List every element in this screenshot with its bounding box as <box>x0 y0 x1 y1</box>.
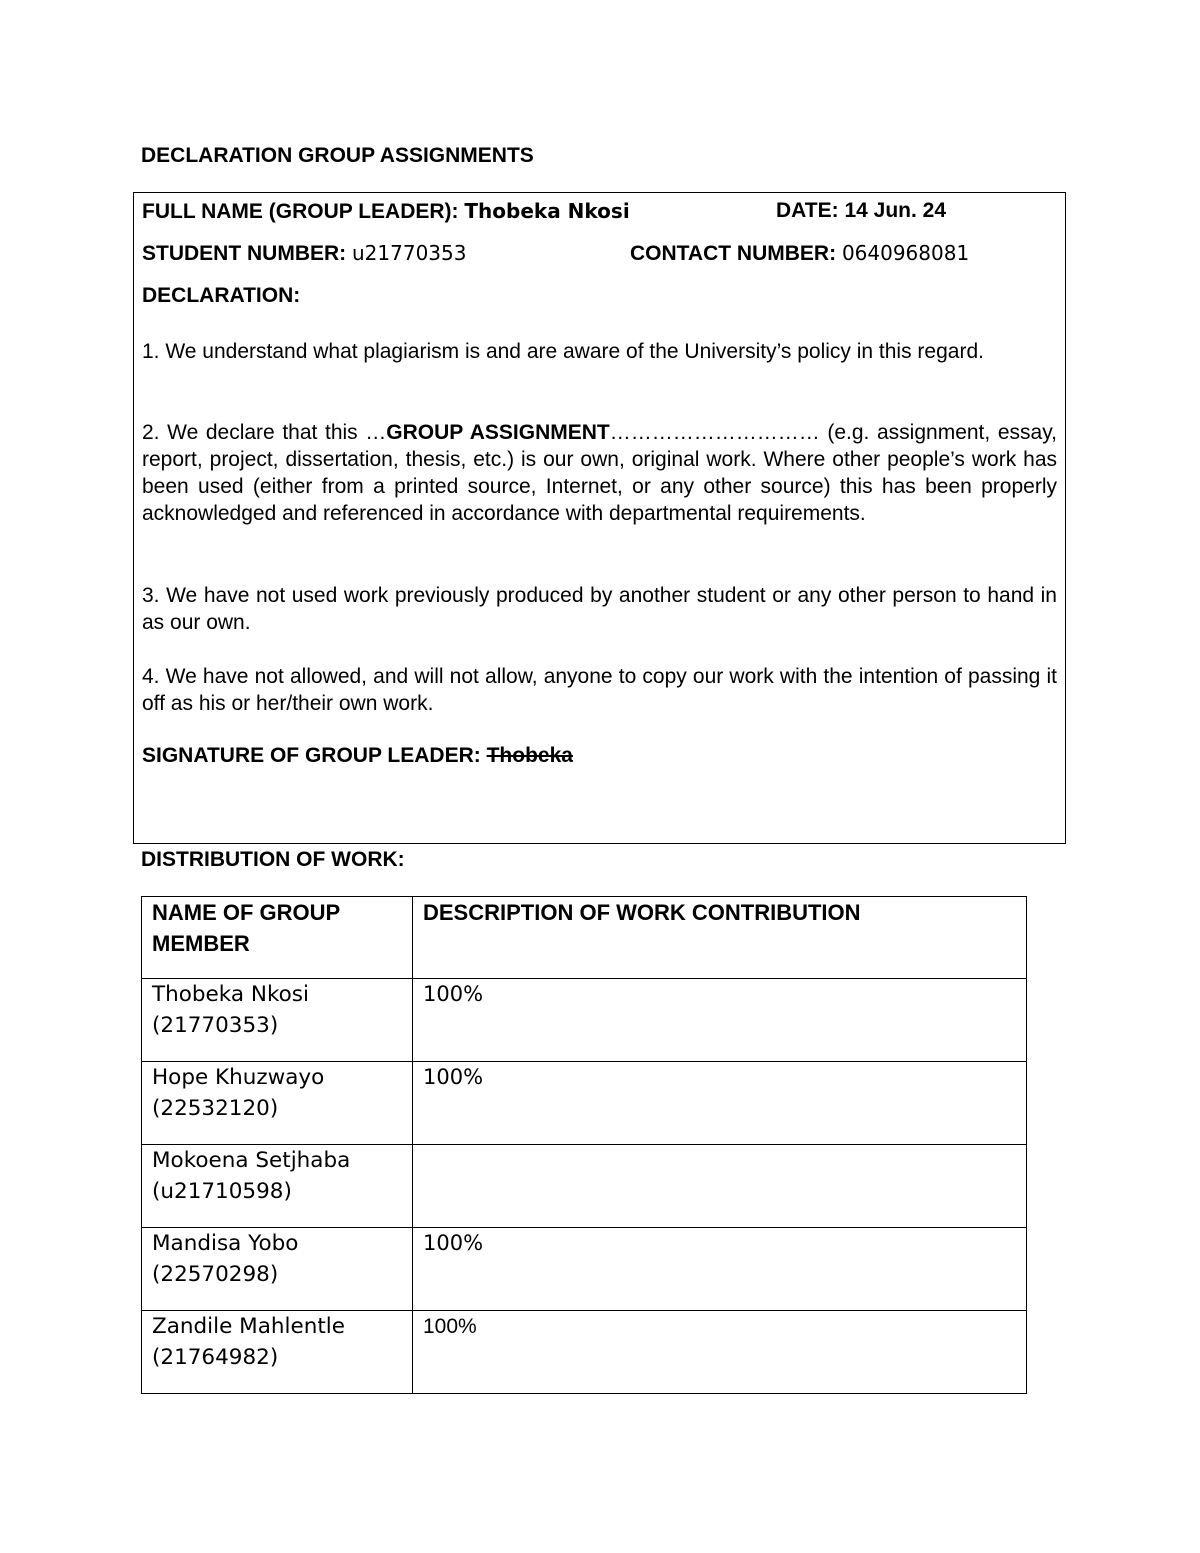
table-row <box>142 1228 1027 1311</box>
member-cell <box>142 1145 413 1228</box>
member-name: Zandile Mahlentle <box>152 1314 345 1339</box>
member-name: Mandisa Yobo <box>152 1231 299 1256</box>
member-id: (22570298) <box>152 1262 279 1287</box>
point-2-prefix: 2. We declare that this … <box>142 421 387 444</box>
member-id: (22532120) <box>152 1096 279 1121</box>
full-name-row <box>142 199 630 224</box>
member-id: (21764982) <box>152 1345 279 1370</box>
contact-value: 0640968081 <box>841 241 970 265</box>
full-name-label: FULL NAME (GROUP LEADER): <box>142 200 459 223</box>
student-number-row <box>142 241 466 266</box>
contribution-cell <box>413 1145 1027 1228</box>
member-name: Hope Khuzwayo <box>152 1065 325 1090</box>
contact-row <box>630 241 969 266</box>
point-2-dots: ………………………… <box>609 421 820 444</box>
header-description: DESCRIPTION OF WORK CONTRIBUTION <box>413 897 1027 979</box>
contribution-cell: 100% <box>413 1311 1027 1394</box>
distribution-title: DISTRIBUTION OF WORK: <box>141 848 405 871</box>
member-cell <box>142 1228 413 1311</box>
declaration-point-2 <box>142 419 1057 527</box>
member-cell <box>142 979 413 1062</box>
table-row <box>142 1145 1027 1228</box>
contribution-cell: 100% <box>413 1062 1027 1145</box>
member-cell <box>142 1062 413 1145</box>
declaration-point-1: 1. We understand what plagiarism is and are aware of the University’s policy in this regard. <box>142 340 984 363</box>
point-2-bold: GROUP ASSIGNMENT <box>386 421 610 444</box>
contribution-cell: 100% <box>413 979 1027 1062</box>
member-id: (u21710598) <box>152 1179 292 1204</box>
table-row <box>142 979 1027 1062</box>
signature-label: SIGNATURE OF GROUP LEADER: <box>142 744 481 767</box>
page-title: DECLARATION GROUP ASSIGNMENTS <box>141 144 534 167</box>
contact-label: CONTACT NUMBER: <box>630 242 837 265</box>
student-number-label: STUDENT NUMBER: <box>142 242 347 265</box>
table-header-row <box>142 897 1027 979</box>
student-number-value: u21770353 <box>352 241 467 265</box>
full-name-value: Thobeka Nkosi <box>464 199 630 223</box>
member-name: Thobeka Nkosi <box>152 982 309 1007</box>
date-row <box>776 199 946 223</box>
member-id: (21770353) <box>152 1013 279 1038</box>
signature-value: Thobeka <box>486 744 573 767</box>
declaration-point-3: 3. We have not used work previously produced by another student or any other person to hand in as our own. <box>142 584 1057 634</box>
point-2-suffix: (e.g. assignment, essay, report, project, dissertation, thesis, etc.) is our own, original work. Where other people’s work has been used (either from a printed source, Internet, or any other source) this has been properly acknowledged and referenced in accordance with departmental requirements. <box>142 421 1057 525</box>
contribution-cell: 100% <box>413 1228 1027 1311</box>
date-value: 14 Jun. 24 <box>844 199 947 222</box>
header-name: NAME OF GROUP MEMBER <box>142 897 413 979</box>
table-row <box>142 1062 1027 1145</box>
declaration-point-4: 4. We have not allowed, and will not allow, anyone to copy our work with the intention of passing it off as his or her/their own work. <box>142 665 1057 715</box>
member-cell <box>142 1311 413 1394</box>
declaration-box <box>133 192 1066 844</box>
member-name: Mokoena Setjhaba <box>152 1148 351 1173</box>
signature-row <box>142 744 573 768</box>
declaration-heading: DECLARATION: <box>142 284 301 307</box>
date-label: DATE: <box>776 199 839 222</box>
table-row <box>142 1311 1027 1394</box>
distribution-table <box>141 896 1027 1394</box>
